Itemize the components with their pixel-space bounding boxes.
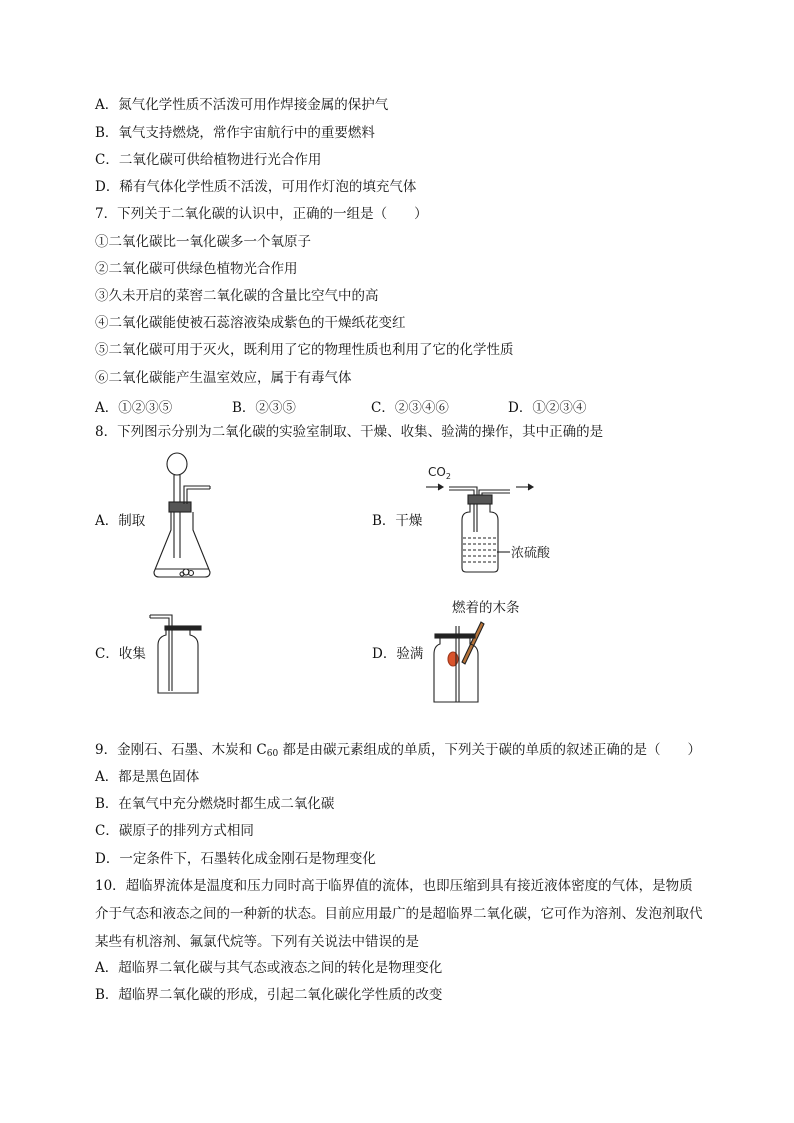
q7-option-d: D．①②③④ [508, 400, 587, 416]
q8-option-c-label: C．收集 [95, 646, 146, 662]
q8-option-b-label: B．干燥 [372, 513, 423, 529]
q9-option-c: C．碳原子的排列方式相同 [95, 823, 254, 839]
q10-option-b: B．超临界二氧化碳的形成，引起二氧化碳化学性质的改变 [95, 987, 443, 1003]
acid-label: 浓硫酸 [511, 546, 551, 561]
q10-option-a: A．超临界二氧化碳与其气态或液态之间的转化是物理变化 [95, 960, 443, 976]
q9-stem: 9．金刚石、石墨、木炭和 $C_{60}$ 都是由碳元素组成的单质，下列关于碳的单质的叙述正确的是（ ） [95, 742, 701, 759]
check-full-figure [432, 618, 492, 704]
q9-option-a: A．都是黑色固体 [95, 769, 200, 785]
q10-stem: 10．超临界流体是温度和压力同时高于临界值的流体，也即压缩到具有接近液体密度的气体，是物质介于气态和液态之间的一种新的状态。目前应用最广的是超临界二氧化碳，它可作为溶剂、发泡剂取代某些有机溶剂、氟氯代烷等。下列有关说法中错误的是 [95, 878, 703, 950]
q7-option-b: B．②③⑤ [232, 400, 296, 416]
q7-options [95, 396, 695, 414]
q7-statement-6: ⑥二氧化碳能产生温室效应，属于有毒气体 [95, 370, 352, 386]
collection-bottle-figure [148, 605, 208, 697]
q8-stem: 8．下列图示分别为二氧化碳的实验室制取、干燥、收集、验满的操作，其中正确的是 [95, 424, 604, 440]
q9-option-b: B．在氧气中充分燃烧时都生成二氧化碳 [95, 796, 335, 812]
q8-option-d-label: D．验满 [372, 646, 424, 662]
q7-stem: 7．下列关于二氧化碳的认识中，正确的一组是（ ） [95, 206, 428, 222]
q7-statement-3: ③久未开启的菜窖二氧化碳的含量比空气中的高 [95, 288, 379, 304]
flask-apparatus-figure [148, 448, 218, 582]
q6-option-b: B．氧气支持燃烧，常作宇宙航行中的重要燃料 [95, 125, 375, 141]
q7-option-a: A．①②③⑤ [95, 400, 173, 416]
q7-option-c: C．②③④⑥ [371, 400, 449, 416]
q7-statement-5: ⑤二氧化碳可用于灭火，既利用了它的物理性质也利用了它的化学性质 [95, 342, 514, 358]
q7-statement-4: ④二氧化碳能使被石蕊溶液染成紫色的干燥纸花变红 [95, 315, 406, 331]
q6-option-a: A．氮气化学性质不活泼可用作焊接金属的保护气 [95, 97, 389, 113]
co2-label: $CO_2$ [428, 465, 451, 481]
q8-option-a-label: A．制取 [95, 513, 146, 529]
q9-option-d: D．一定条件下，石墨转化成金刚石是物理变化 [95, 851, 376, 867]
drying-bottle-figure [424, 462, 574, 574]
splint-label: 燃着的木条 [452, 600, 520, 616]
q7-statement-2: ②二氧化碳可供绿色植物光合作用 [95, 261, 298, 277]
q6-option-c: C．二氧化碳可供给植物进行光合作用 [95, 152, 322, 168]
q7-statement-1: ①二氧化碳比一氧化碳多一个氧原子 [95, 234, 311, 250]
q6-option-d: D．稀有气体化学性质不活泼，可用作灯泡的填充气体 [95, 179, 417, 195]
